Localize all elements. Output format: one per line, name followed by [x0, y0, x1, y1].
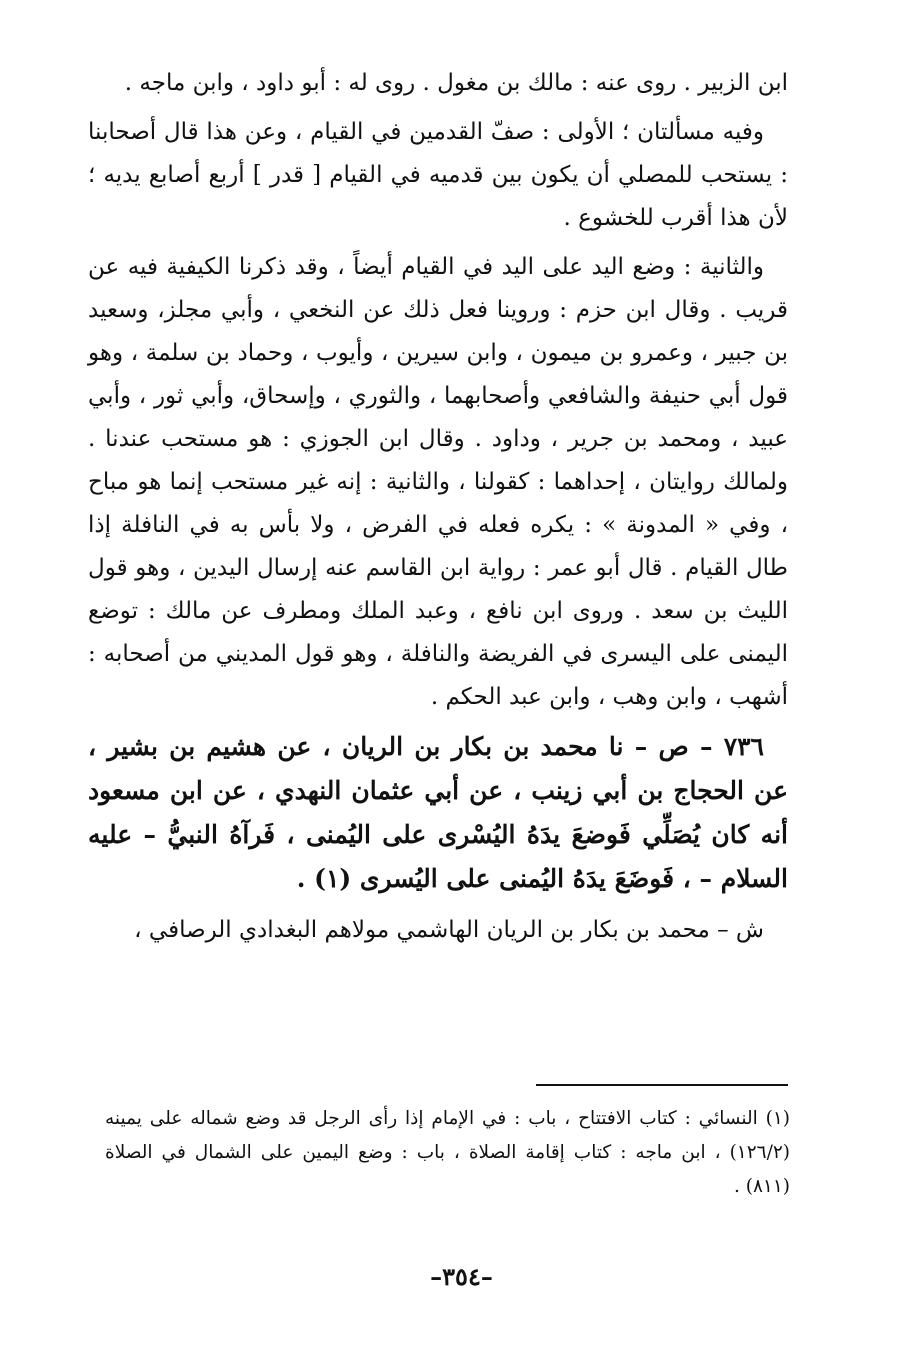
- footnotes-section: [105, 1102, 790, 1204]
- body-paragraph-3: والثانية : وضع اليد على اليد في القيام أيضاً ، وقد ذكرنا الكيفية فيه عن قريب . وقال ابن حزم : وروينا فعل ذلك عن النخعي ، وأبي مجلز، وسعيد بن جبير ، وعمرو بن ميمون ، وابن سيرين ، وأيوب ، وحماد بن سلمة ، وهو قول أبي حنيفة والشافعي وأصحابهما ، والثوري ، وإسحاق، وأبي ثور ، وأبي عبيد ، ومحمد بن جرير ، وداود . وقال ابن الجوزي : هو مستحب عندنا . ولمالك روايتان ، إحداهما : كقولنا ، والثانية : إنه غير مستحب إنما هو مباح ، وفي « المدونة » : يكره فعله في الفرض ، ولا بأس به في النافلة إذا طال القيام . قال أبو عمر : رواية ابن القاسم عنه إرسال اليدين ، وهو قول الليث بن سعد . وروى ابن نافع ، وعبد الملك ومطرف عن مالك : توضع اليمنى على اليسرى في الفريضة والنافلة ، وهو قول المديني من أصحابه : أشهب ، وابن وهب ، وابن عبد الحكم .: [88, 254, 788, 710]
- page-number: –٣٥٤–: [430, 1262, 493, 1291]
- body-paragraph-2: وفيه مسألتان ؛ الأولى : صفّ القدمين في القيام ، وعن هذا قال أصحابنا : يستحب للمصلي أن يكون بين قدميه في القيام [ قدر ] أربع أصابع يديه ؛ لأن هذا أقرب للخشوع .: [88, 119, 788, 231]
- body-paragraph-1: ابن الزبير . روى عنه : مالك بن مغول . روى له : أبو داود ، وابن ماجه .: [124, 70, 788, 96]
- page-body: [88, 62, 788, 952]
- footnote-1: (١) النسائي : كتاب الافتتاح ، باب : في الإمام إذا رأى الرجل قد وضع شماله على يمينه (١٢٦/٢) ، ابن ماجه : كتاب إقامة الصلاة ، باب : وضع اليمين على الشمال في الصلاة (٨١١) .: [105, 1108, 790, 1197]
- commentary-text: ش – محمد بن بكار بن الريان الهاشمي مولاهم البغدادي الرصافي ،: [134, 917, 764, 943]
- hadith-text: ٧٣٦ – ص – نا محمد بن بكار بن الريان ، عن هشيم بن بشير ، عن الحجاج بن أبي زينب ، عن أبي عثمان النهدي ، عن ابن مسعود أنه كان يُصَلِّي فَوضعَ يدَهُ اليُسْرى على اليُمنى ، فَرآهُ النبيُّ – عليه السلام – ، فَوضَعَ يدَهُ اليُمنى على اليُسرى (١) .: [88, 732, 788, 893]
- footnote-divider: [536, 1084, 788, 1086]
